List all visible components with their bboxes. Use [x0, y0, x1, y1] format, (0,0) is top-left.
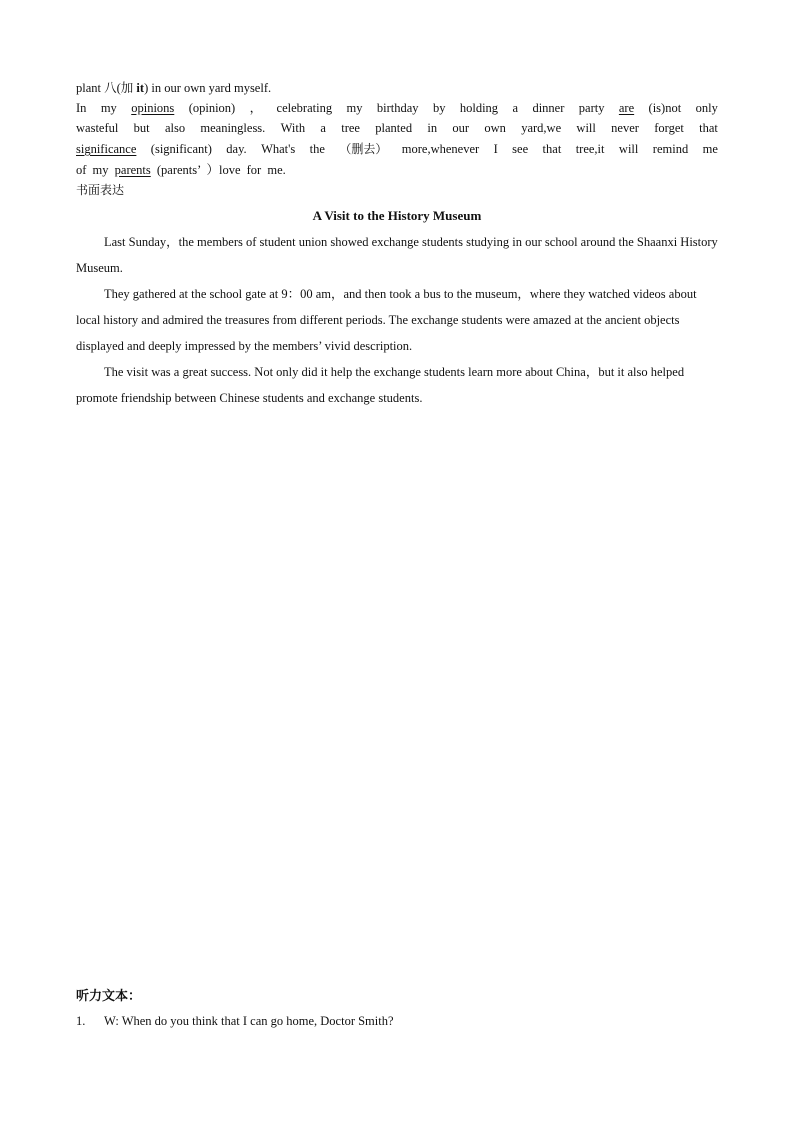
word: forget [654, 121, 684, 135]
word: In [76, 101, 87, 115]
answer-text: ) in our own yard myself. [144, 81, 272, 95]
word: wasteful [76, 121, 119, 135]
answer-blank: significance [76, 142, 137, 156]
word: I [493, 142, 498, 156]
word: yard,we [521, 121, 562, 135]
word: in [427, 121, 438, 135]
word: a [512, 101, 519, 115]
answer-line-5 [76, 162, 718, 178]
word: meaningless. [200, 121, 266, 135]
word: (opinion) [188, 101, 236, 115]
answer-text: of my [76, 163, 115, 177]
word: also [164, 121, 186, 135]
word: a [320, 121, 326, 135]
essay-paragraph-3 [76, 359, 718, 411]
word: holding [459, 101, 499, 115]
word: see [512, 142, 529, 156]
answer-blank: opinions [131, 101, 175, 115]
word: tree,it [575, 142, 605, 156]
word: will [618, 142, 639, 156]
essay-paragraph-1 [76, 229, 718, 281]
word: celebrating [276, 101, 333, 115]
word: me [702, 142, 718, 156]
word: With [280, 121, 306, 135]
paragraph-text: The visit was a great success. Not only did it help the exchange students learn more about China，but it also helped promote friendship between Chinese students and exchange students. [76, 365, 685, 405]
word: day. [226, 142, 247, 156]
word: What's [261, 142, 296, 156]
word: only [695, 101, 718, 115]
word: my [346, 101, 363, 115]
word: planted [375, 121, 413, 135]
word: will [576, 121, 596, 135]
paragraph-text: They gathered at the school gate at 9：00 am，and then took a bus to the museum，where they watched videos about local history and admired the treasures from different periods. The exchange students were amazed at the ancient objects displayed and deeply impressed by the members’ vivid description. [76, 287, 697, 353]
word: own [484, 121, 506, 135]
answer-blank: are [618, 101, 635, 115]
paragraph-text: Last Sunday，the members of student union showed exchange students studying in our school around the Shaanxi History Museum. [76, 235, 718, 275]
listening-item [76, 1014, 394, 1029]
answer-text: (parents’ ）love for me. [150, 163, 286, 177]
listening-heading: 听力文本： [76, 989, 142, 1004]
essay-paragraph-2 [76, 281, 718, 359]
word: never [611, 121, 639, 135]
word: by [432, 101, 446, 115]
section-heading-writing: 书面表达 [76, 183, 125, 197]
word: more,whenever [401, 142, 480, 156]
answer-blank: parents [114, 163, 151, 177]
answer-line-1 [76, 80, 718, 96]
item-text: W: When do you think that I can go home, Doctor Smith? [104, 1014, 394, 1028]
word: my [100, 101, 117, 115]
word: dinner [532, 101, 565, 115]
word: (is)not [648, 101, 682, 115]
word: ， [249, 101, 263, 115]
answer-line-3 [76, 120, 718, 136]
answer-line-2 [76, 100, 718, 116]
word: our [452, 121, 470, 135]
item-number: 1. [76, 1014, 86, 1028]
word: remind [652, 142, 689, 156]
answer-line-4 [76, 141, 718, 157]
word: party [578, 101, 605, 115]
deletion-mark: （删去） [339, 142, 388, 156]
word: the [309, 142, 325, 156]
word: but [133, 121, 150, 135]
essay-title: A Visit to the History Museum [312, 208, 482, 223]
word: (significant) [150, 142, 212, 156]
word: that [699, 121, 718, 135]
word: that [542, 142, 562, 156]
word: birthday [376, 101, 419, 115]
answer-text: plant 八(加 [76, 81, 137, 95]
word: tree [341, 121, 360, 135]
answer-inserted-word: it [136, 81, 145, 95]
